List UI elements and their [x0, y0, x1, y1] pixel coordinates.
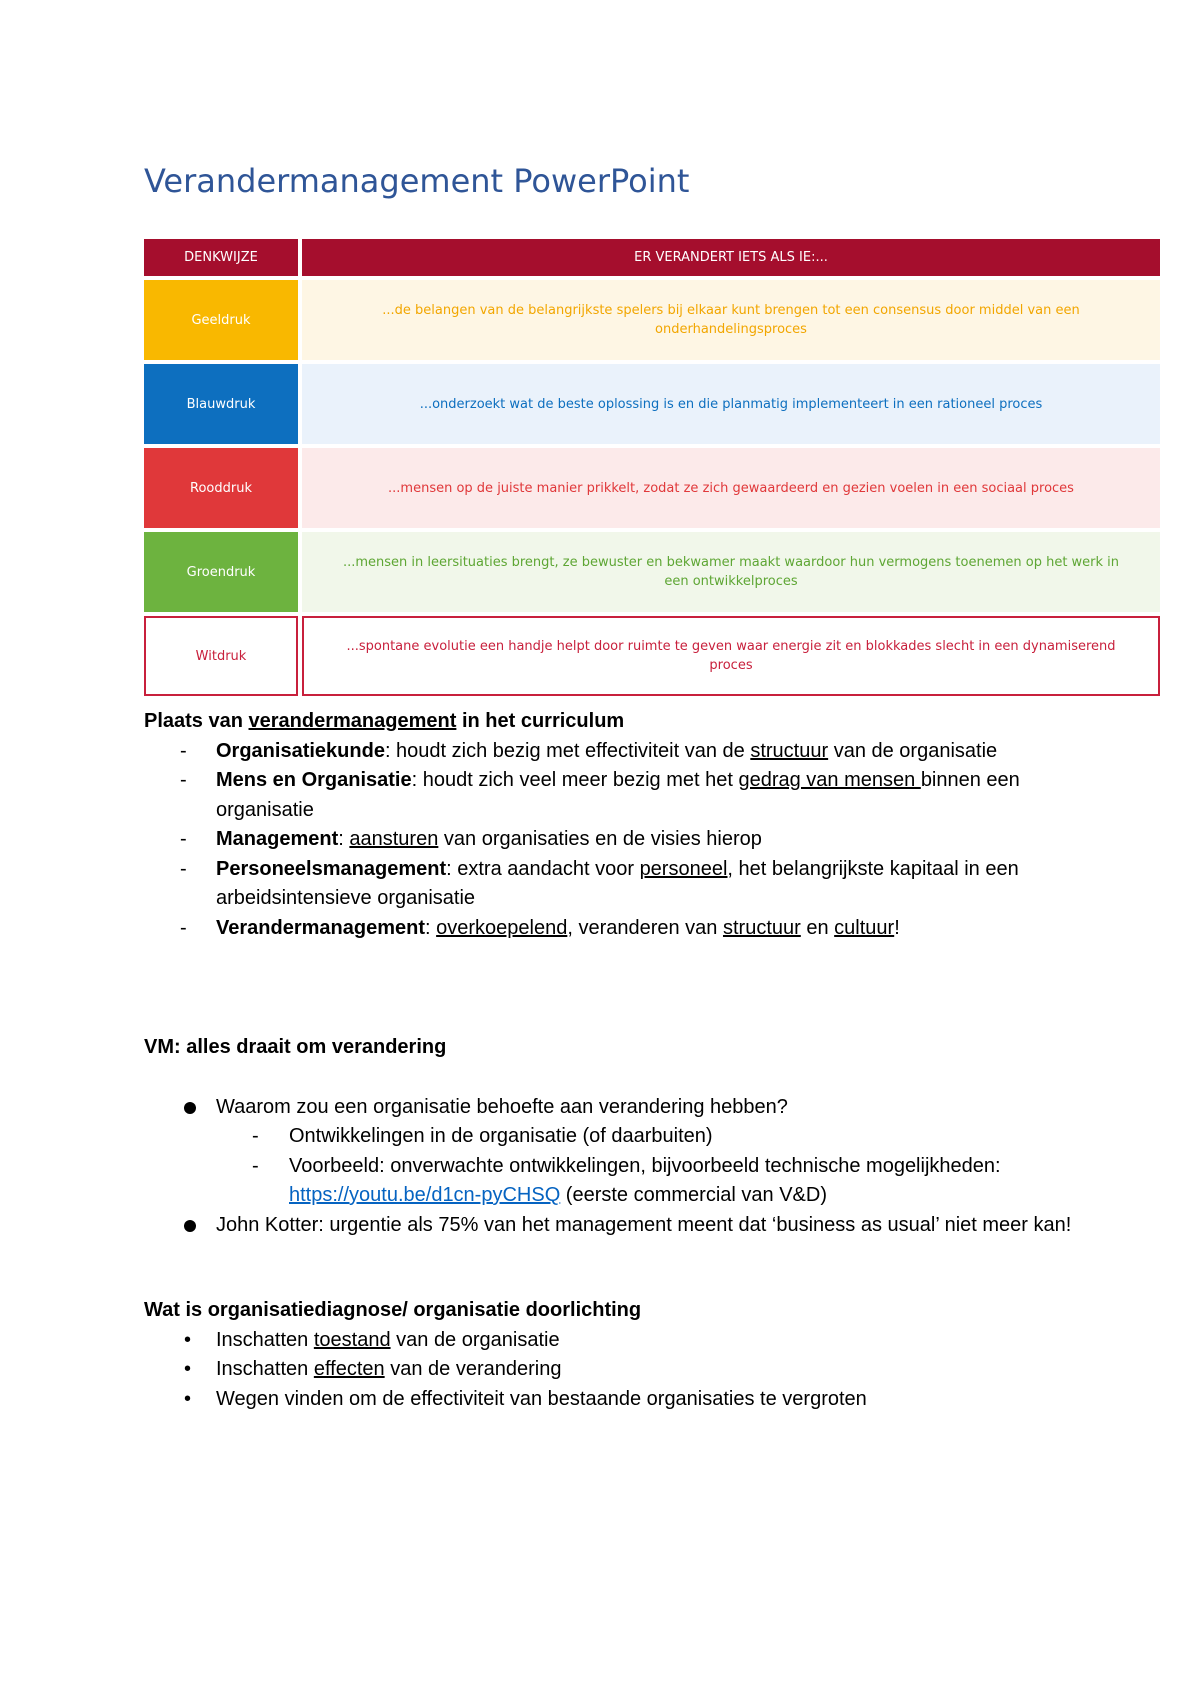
change-thinking-matrix [144, 239, 1160, 700]
section-heading: Plaats van verandermanagement in het curriculum [144, 710, 625, 732]
matrix-description: ...de belangen van de belangrijkste spelers bij elkaar kunt brengen tot een consensus door middel van een onderhandelingsproces [302, 280, 1160, 360]
matrix-header-left: DENKWIJZE [144, 239, 298, 276]
list-item: - Management: aansturen van organisaties en de visies hierop [180, 828, 762, 850]
list-item: - Voorbeeld: onverwachte ontwikkelingen, bijvoorbeeld technische mogelijkheden: https://youtu.be/d1cn-pyCHSQ (eerste commercial van V&D) [252, 1154, 1001, 1206]
bullet-icon [184, 1220, 196, 1232]
vm-list [144, 1093, 1084, 1241]
vm-sublist [144, 1122, 1084, 1211]
matrix-label: Witdruk [144, 616, 298, 696]
list-item: • Wegen vinden om de effectiviteit van bestaande organisaties te vergroten [184, 1387, 867, 1410]
matrix-row-witdruk [144, 616, 1160, 696]
list-item: - Mens en Organisatie: houdt zich veel meer bezig met het gedrag van mensen binnen een organisatie [180, 769, 1020, 821]
matrix-description: ...onderzoekt wat de beste oplossing is en die planmatig implementeert in een rationeel proces [302, 364, 1160, 444]
matrix-description: ...mensen in leersituaties brengt, ze bewuster en bekwamer maakt waardoor hun vermogens toenemen op het werk in een ontwikkelproces [302, 532, 1160, 612]
matrix-description: ...spontane evolutie een handje helpt door ruimte te geven waar energie zit en blokkades slecht in een dynamiserend proces [302, 616, 1160, 696]
section-heading: VM: alles draait om verandering [144, 1036, 447, 1058]
matrix-label: Geeldruk [144, 280, 298, 360]
matrix-header-row [144, 239, 1160, 276]
matrix-label: Blauwdruk [144, 364, 298, 444]
matrix-label: Rooddruk [144, 448, 298, 528]
matrix-row-geeldruk [144, 280, 1160, 360]
section-heading: Wat is organisatiediagnose/ organisatie doorlichting [144, 1299, 642, 1321]
section-diagnosis [144, 1296, 1084, 1414]
bullet-icon [184, 1102, 196, 1114]
matrix-label: Groendruk [144, 532, 298, 612]
matrix-row-blauwdruk [144, 364, 1160, 444]
section-curriculum [144, 707, 1084, 943]
section-vm [144, 1033, 1084, 1240]
curriculum-list [144, 737, 1084, 944]
list-item: - Verandermanagement: overkoepelend, veranderen van structuur en cultuur! [180, 916, 900, 939]
list-item: - Organisatiekunde: houdt zich bezig met effectiviteit van de structuur van de organisatie [180, 739, 998, 762]
matrix-description: ...mensen op de juiste manier prikkelt, zodat ze zich gewaardeerd en gezien voelen in een sociaal proces [302, 448, 1160, 528]
youtube-link[interactable]: https://youtu.be/d1cn-pyCHSQ [289, 1184, 561, 1206]
page-title: Verandermanagement PowerPoint [144, 162, 690, 200]
list-item: - Ontwikkelingen in de organisatie (of daarbuiten) [252, 1125, 713, 1147]
matrix-row-groendruk [144, 532, 1160, 612]
list-item: John Kotter: urgentie als 75% van het management meent dat ‘business as usual’ niet meer kan! [144, 1211, 1084, 1241]
list-item: - Personeelsmanagement: extra aandacht voor personeel, het belangrijkste kapitaal in een arbeidsintensieve organisatie [180, 857, 1019, 909]
matrix-row-rooddruk [144, 448, 1160, 528]
diagnosis-list [144, 1326, 1084, 1415]
list-item: Waarom zou een organisatie behoefte aan verandering hebben? - Ontwikkelingen in de organisatie (of daarbuiten) - Voorbeeld: onverwachte ontwikkelingen, bijvoorbeeld technische mogelijkheden: https://youtu.be/d1cn-pyCHSQ (eerste commercial van V&D) [144, 1093, 1084, 1211]
list-item: • Inschatten toestand van de organisatie [184, 1328, 560, 1351]
matrix-header-right: ER VERANDERT IETS ALS IE:... [302, 239, 1160, 276]
list-item: • Inschatten effecten van de verandering [184, 1358, 562, 1380]
